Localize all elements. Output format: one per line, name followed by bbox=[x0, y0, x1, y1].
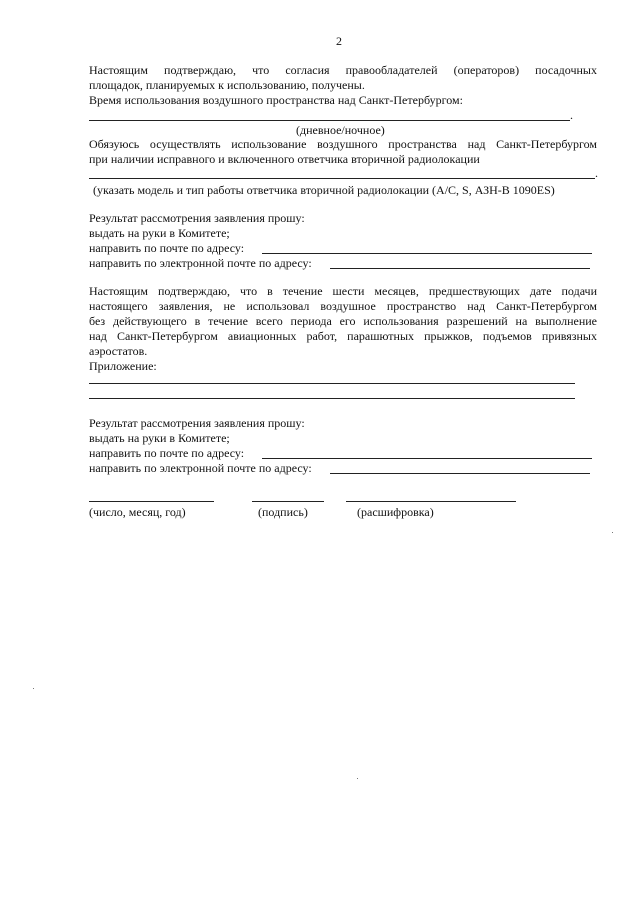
attachment-field-1[interactable] bbox=[89, 383, 575, 384]
airspace-time-label: Время использования воздушного пространства над Санкт-Петербургом: bbox=[89, 93, 463, 107]
confirmation-line-5: аэростатов. bbox=[89, 344, 148, 358]
result-1-option-mail: направить по почте по адресу: bbox=[89, 241, 245, 255]
signature-caption: (подпись) bbox=[258, 505, 308, 519]
result-2-option-hand: выдать на руки в Комитете; bbox=[89, 431, 230, 445]
transcript-caption: (расшифровка) bbox=[357, 505, 434, 519]
scan-speck bbox=[357, 778, 358, 779]
confirmation-line-4: над Санкт-Петербургом авиационных работ, парашютных прыжков, подъемов привязных bbox=[89, 329, 597, 343]
consent-line-1: Настоящим подтверждаю, что согласия правообладателей (операторов) посадочных bbox=[89, 63, 597, 77]
attachment-label: Приложение: bbox=[89, 359, 157, 373]
transponder-field[interactable] bbox=[89, 178, 595, 179]
airspace-time-field[interactable] bbox=[89, 120, 570, 121]
scan-speck bbox=[612, 532, 613, 533]
airspace-time-line-end: . bbox=[570, 108, 573, 122]
result-1-mail-address-field[interactable] bbox=[262, 253, 592, 254]
transponder-line-2: при наличии исправного и включенного ответчика вторичной радиолокации bbox=[89, 152, 480, 166]
result-2-option-email: направить по электронной почте по адресу: bbox=[89, 461, 312, 475]
attachment-field-2[interactable] bbox=[89, 398, 575, 399]
transponder-line-end: . bbox=[595, 166, 598, 180]
result-2-option-mail: направить по почте по адресу: bbox=[89, 446, 245, 460]
page-number: 2 bbox=[336, 34, 342, 48]
result-2-title: Результат рассмотрения заявления прошу: bbox=[89, 416, 305, 430]
date-field[interactable] bbox=[89, 501, 214, 502]
confirmation-line-1: Настоящим подтверждаю, что в течение шести месяцев, предшествующих дате подачи bbox=[89, 284, 597, 298]
transponder-line-1: Обязуюсь осуществлять использование воздушного пространства над Санкт-Петербургом bbox=[89, 137, 597, 151]
date-caption: (число, месяц, год) bbox=[89, 505, 186, 519]
consent-line-2: площадок, планируемых к использованию, получены. bbox=[89, 78, 365, 92]
scan-speck bbox=[33, 688, 34, 689]
airspace-time-caption: (дневное/ночное) bbox=[296, 123, 385, 137]
result-2-email-address-field[interactable] bbox=[330, 473, 590, 474]
result-2-mail-address-field[interactable] bbox=[262, 458, 592, 459]
transponder-caption: (указать модель и тип работы ответчика вторичной радиолокации (A/C, S, АЗН-В 1090ES) bbox=[93, 183, 555, 197]
result-1-option-email: направить по электронной почте по адресу: bbox=[89, 256, 312, 270]
result-1-email-address-field[interactable] bbox=[330, 268, 590, 269]
transcript-field[interactable] bbox=[346, 501, 516, 502]
result-1-title: Результат рассмотрения заявления прошу: bbox=[89, 211, 305, 225]
result-1-option-hand: выдать на руки в Комитете; bbox=[89, 226, 230, 240]
confirmation-line-3: без действующего в течение всего периода его использования разрешений на выполнение bbox=[89, 314, 597, 328]
signature-field[interactable] bbox=[252, 501, 324, 502]
confirmation-line-2: настоящего заявления, не использовал воздушное пространство над Санкт-Петербургом bbox=[89, 299, 597, 313]
